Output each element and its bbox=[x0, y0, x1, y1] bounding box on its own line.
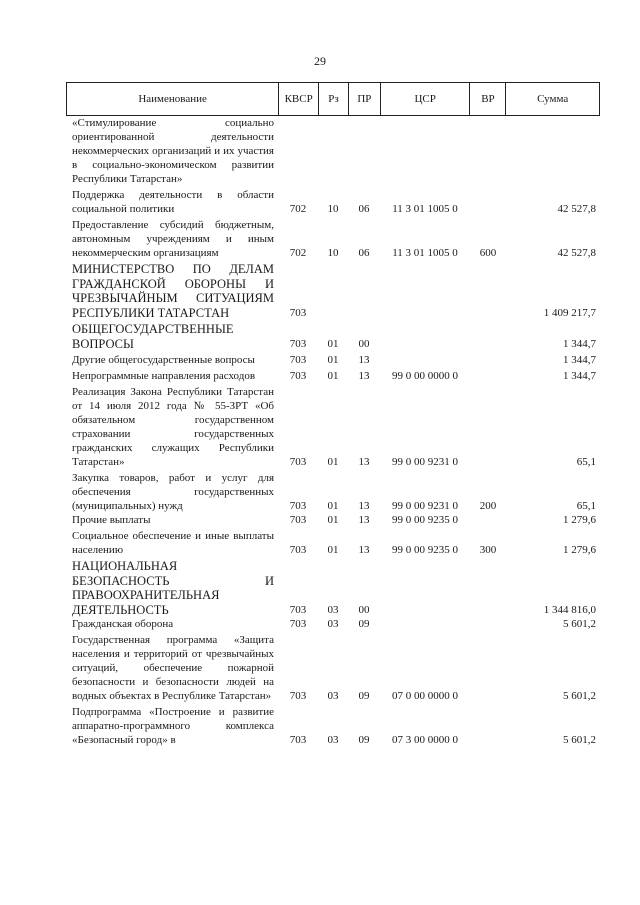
row-kvsr: 703 bbox=[289, 307, 307, 319]
table-row bbox=[66, 188, 600, 216]
row-pr: 13 bbox=[358, 456, 370, 468]
row-rz: 01 bbox=[327, 338, 339, 350]
row-pr: 06 bbox=[358, 247, 370, 259]
table-row bbox=[66, 369, 600, 383]
row-pr: 00 bbox=[358, 604, 370, 616]
row-name: Подпрограмма «Построение и развитие аппаратно-программного комплекса «Безопасный город» в bbox=[72, 706, 274, 746]
row-sum: 1 344,7 bbox=[563, 338, 596, 350]
row-rz: 01 bbox=[327, 354, 339, 366]
row-kvsr: 703 bbox=[289, 604, 307, 616]
row-rz: 10 bbox=[327, 203, 339, 215]
row-sum: 65,1 bbox=[576, 500, 596, 512]
row-kvsr: 703 bbox=[289, 544, 307, 556]
row-pr: 00 bbox=[358, 338, 370, 350]
row-csr: 99 0 00 9235 0 bbox=[392, 514, 458, 526]
table-row bbox=[66, 513, 600, 527]
row-pr: 13 bbox=[358, 370, 370, 382]
row-sum: 5 601,2 bbox=[563, 734, 596, 746]
row-name: ОБЩЕГОСУДАРСТВЕННЫЕ ВОПРОСЫ bbox=[72, 322, 234, 351]
table-row bbox=[66, 529, 600, 557]
row-name: Непрограммные направления расходов bbox=[72, 370, 256, 382]
header-rz: Рз bbox=[318, 83, 348, 115]
row-kvsr: 703 bbox=[289, 456, 307, 468]
row-name: Закупка товаров, работ и услуг для обеспечения государственных (муниципальных) нужд bbox=[72, 472, 274, 512]
row-sum: 1 344 816,0 bbox=[543, 604, 596, 616]
row-sum: 1 279,6 bbox=[563, 514, 596, 526]
row-name: Прочие выплаты bbox=[72, 514, 151, 526]
row-vr: 300 bbox=[479, 544, 497, 556]
row-csr: 99 0 00 9235 0 bbox=[392, 544, 458, 556]
row-name: Гражданская оборона bbox=[72, 618, 174, 630]
row-sum: 1 344,7 bbox=[563, 370, 596, 382]
table-row bbox=[66, 116, 600, 186]
table-row bbox=[66, 218, 600, 260]
row-pr: 13 bbox=[358, 514, 370, 526]
row-sum: 5 601,2 bbox=[563, 690, 596, 702]
row-name: МИНИСТЕРСТВО ПО ДЕЛАМ ГРАЖДАНСКОЙ ОБОРОНЫ И ЧРЕЗВЫЧАЙНЫМ СИТУАЦИЯМ РЕСПУБЛИКИ ТАТАРСТАН bbox=[72, 262, 274, 320]
row-sum: 5 601,2 bbox=[563, 618, 596, 630]
header-kvsr: КВСР bbox=[278, 83, 318, 115]
row-kvsr: 703 bbox=[289, 514, 307, 526]
row-name: Предоставление субсидий бюджетным, автономным учреждениям и иным некоммерческим организациям bbox=[72, 219, 274, 259]
row-rz: 03 bbox=[327, 618, 339, 630]
row-kvsr: 703 bbox=[289, 338, 307, 350]
row-csr: 99 0 00 0000 0 bbox=[392, 370, 458, 382]
row-rz: 01 bbox=[327, 456, 339, 468]
row-csr: 11 3 01 1005 0 bbox=[392, 247, 458, 259]
row-pr: 09 bbox=[358, 690, 370, 702]
table-row bbox=[66, 353, 600, 367]
header-name: Наименование bbox=[138, 93, 207, 105]
row-name: Социальное обеспечение и иные выплаты населению bbox=[72, 530, 274, 556]
row-name: Реализация Закона Республики Татарстан от 14 июля 2012 года № 55-ЗРТ «Об обязательном государственном страховании государственных гражданских служащих Республики Татарстан» bbox=[72, 386, 274, 468]
row-vr: 600 bbox=[479, 247, 497, 259]
row-name: «Стимулирование социально ориентированной деятельности некоммерческих организаций и их участия в социально-экономическом развитии Республики Татарстан» bbox=[72, 117, 274, 185]
row-kvsr: 703 bbox=[289, 500, 307, 512]
header-vr: ВР bbox=[469, 83, 505, 115]
table-header bbox=[66, 82, 600, 116]
row-csr: 11 3 01 1005 0 bbox=[392, 203, 458, 215]
row-pr: 06 bbox=[358, 203, 370, 215]
row-pr: 09 bbox=[358, 618, 370, 630]
row-kvsr: 702 bbox=[289, 203, 307, 215]
header-pr: ПР bbox=[348, 83, 380, 115]
row-rz: 01 bbox=[327, 500, 339, 512]
row-name: Поддержка деятельности в области социальной политики bbox=[72, 189, 274, 215]
table-row bbox=[66, 385, 600, 469]
row-csr: 07 3 00 0000 0 bbox=[392, 734, 458, 746]
table-row bbox=[66, 617, 600, 631]
row-sum: 42 527,8 bbox=[557, 203, 596, 215]
row-sum: 42 527,8 bbox=[557, 247, 596, 259]
row-sum: 1 279,6 bbox=[563, 544, 596, 556]
row-rz: 01 bbox=[327, 514, 339, 526]
row-vr: 200 bbox=[479, 500, 497, 512]
row-pr: 13 bbox=[358, 500, 370, 512]
page-number: 29 bbox=[314, 54, 326, 68]
row-rz: 01 bbox=[327, 370, 339, 382]
table-row bbox=[66, 633, 600, 703]
table-row bbox=[66, 262, 600, 320]
row-kvsr: 703 bbox=[289, 618, 307, 630]
row-pr: 13 bbox=[358, 354, 370, 366]
row-sum: 1 344,7 bbox=[563, 354, 596, 366]
row-rz: 03 bbox=[327, 690, 339, 702]
row-sum: 1 409 217,7 bbox=[543, 307, 596, 319]
table-row bbox=[66, 471, 600, 513]
row-pr: 13 bbox=[358, 544, 370, 556]
row-name: НАЦИОНАЛЬНАЯ БЕЗОПАСНОСТЬ И ПРАВООХРАНИТЕЛЬНАЯ ДЕЯТЕЛЬНОСТЬ bbox=[72, 559, 274, 617]
row-kvsr: 702 bbox=[289, 247, 307, 259]
row-rz: 01 bbox=[327, 544, 339, 556]
table-row bbox=[66, 322, 600, 351]
row-csr: 07 0 00 0000 0 bbox=[392, 690, 458, 702]
row-kvsr: 703 bbox=[289, 734, 307, 746]
row-rz: 03 bbox=[327, 734, 339, 746]
table-row bbox=[66, 559, 600, 617]
header-sum: Сумма bbox=[505, 83, 599, 115]
row-sum: 65,1 bbox=[576, 456, 596, 468]
header-csr: ЦСР bbox=[380, 83, 470, 115]
row-name: Другие общегосударственные вопросы bbox=[72, 354, 255, 366]
budget-table bbox=[66, 82, 600, 747]
row-pr: 09 bbox=[358, 734, 370, 746]
row-kvsr: 703 bbox=[289, 354, 307, 366]
row-name: Государственная программа «Защита населения и территорий от чрезвычайных ситуаций, обеспечение пожарной безопасности и безопасности людей на водных объектах в Республике Татарстан» bbox=[72, 634, 274, 702]
table-row bbox=[66, 705, 600, 747]
row-rz: 10 bbox=[327, 247, 339, 259]
row-rz: 03 bbox=[327, 604, 339, 616]
row-csr: 99 0 00 9231 0 bbox=[392, 456, 458, 468]
row-kvsr: 703 bbox=[289, 370, 307, 382]
row-csr: 99 0 00 9231 0 bbox=[392, 500, 458, 512]
row-kvsr: 703 bbox=[289, 690, 307, 702]
